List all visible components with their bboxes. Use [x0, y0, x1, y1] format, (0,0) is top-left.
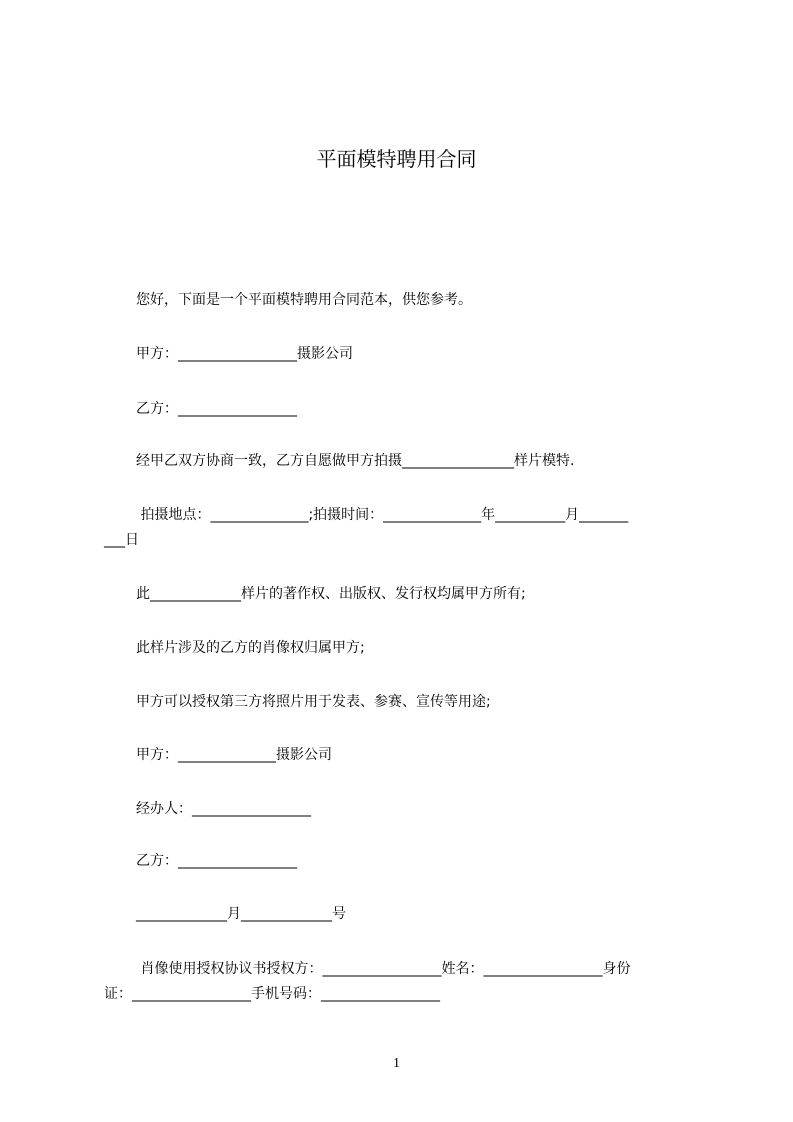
portrait-authorization-continued: 证：_________________手机号码：_________________ [104, 986, 440, 1002]
party-b-line: 乙方：_________________ [136, 401, 297, 417]
copyright-clause: 此_____________样片的著作权、出版权、发行权均属甲方所有; [136, 586, 526, 602]
signature-agent: 经办人：_________________ [136, 801, 311, 817]
signature-party-b: 乙方：_________________ [136, 853, 297, 869]
page-number: 1 [393, 1056, 400, 1071]
shoot-time-continued: ___日 [104, 532, 139, 548]
intro-line: 您好，下面是一个平面模特聘用合同范本，供您参考。 [136, 292, 472, 308]
signature-party-a: 甲方：______________摄影公司 [136, 747, 332, 763]
authorization-clause: 甲方可以授权第三方将照片用于发表、参赛、宣传等用途; [136, 694, 491, 710]
portrait-right-clause: 此样片涉及的乙方的肖像权归属甲方; [136, 640, 365, 656]
date-line: _____________月_____________号 [136, 906, 346, 922]
document-title: 平面模特聘用合同 [316, 147, 477, 171]
portrait-authorization-line: 肖像使用授权协议书授权方：_________________姓名：_________________身份 [136, 961, 631, 977]
shoot-location-time-line: 拍摄地点：______________;拍摄时间：______________年__________月_______ [136, 507, 629, 523]
party-a-line: 甲方：_________________摄影公司 [136, 346, 353, 362]
agreement-line: 经甲乙双方协商一致，乙方自愿做甲方拍摄________________样片模特. [136, 453, 575, 469]
